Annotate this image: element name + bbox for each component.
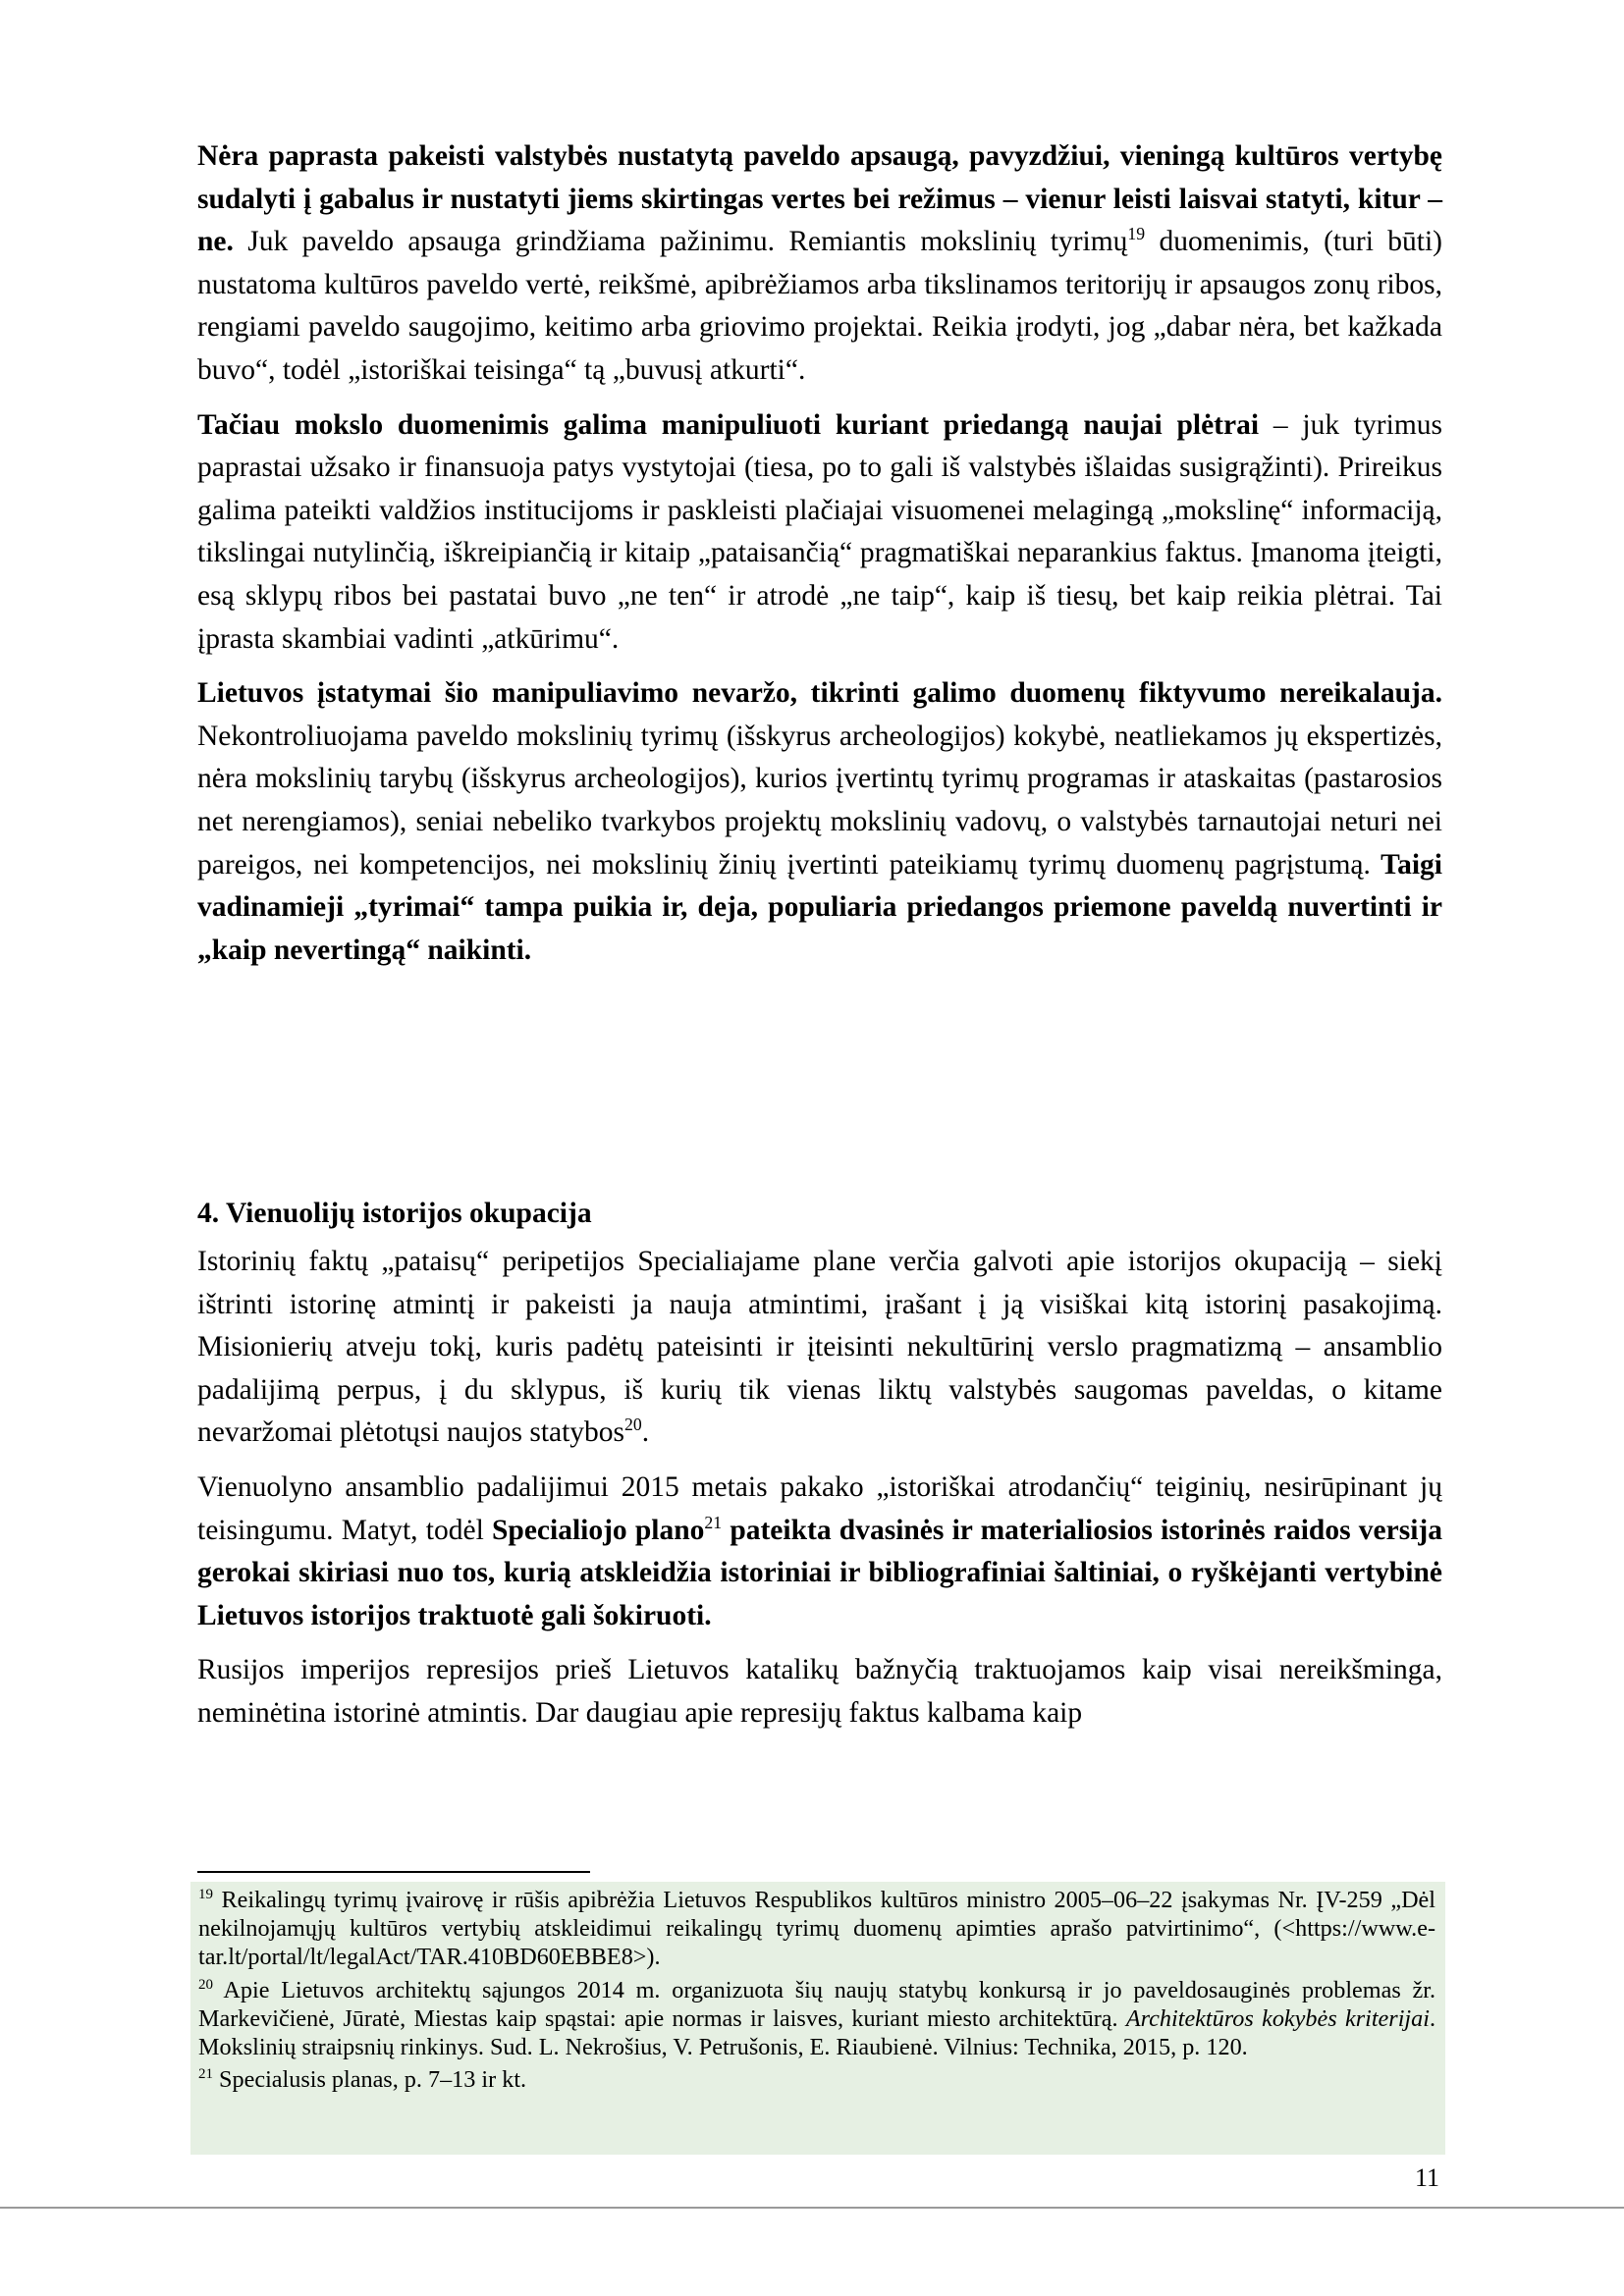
footnote-21 [198, 2065, 1435, 2094]
paragraph-4-end: . [641, 1416, 650, 1449]
paragraph-4-text: Istorinių faktų „pataisų“ peripetijos Specialiajame plane verčia galvoti apie istorijos okupaciją – siekį ištrinti istorinę atmintį ir pakeisti ja nauja atmintimi, įrašant į ją visiškai kitą istorinį pasakojimą. Misionierių atveju tokį, kuris padėtų pateisinti ir įteisinti nekultūrinį verslo pragmatizmą – ansamblio padalijimą perpus, į du sklypus, iš kurių tik vienas liktų valstybės saugomas paveldas, o kitame nevaržomai plėtotųsi naujos statybos [197, 1246, 1442, 1449]
footnote-ref-21[interactable]: 21 [704, 1512, 723, 1532]
paragraph-3-bold-end: Taigi vadinamieji „tyrimai“ tampa puikia ir, deja, populiaria priedangos priemone paveldą nuvertinti ir „kaip nevertingą“ naikinti. [197, 848, 1443, 966]
paragraph-5-bold-end: pateikta dvasinės ir materialiosios istorinės raidos versija gerokai skiriasi nuo tos, kurią atskleidžia istoriniai ir bibliografiniai šaltiniai, o ryškėjanti vertybinė Lietuvos istorijos traktuotė gali šokiruoti. [197, 1514, 1442, 1631]
footnote-20-number: 20 [198, 1976, 213, 1993]
paragraph-6: Rusijos imperijos represijos prieš Lietuvos katalikų bažnyčią traktuojamos kaip visai nereikšminga, neminėtina istorinė atmintis. Dar daugiau apie represijų faktus kalbama kaip [197, 1654, 1442, 1729]
body-section-2 [197, 1241, 1442, 1747]
paragraph-2-bold: Tačiau mokslo duomenimis galima manipuliuoti kuriant priedangą naujai plėtrai [197, 408, 1260, 441]
paragraph-2-text: – juk tyrimus paprastai užsako ir finansuoja patys vystytojai (tiesa, po to gali iš valstybės išlaidas susigrąžinti). Prireikus galima pateikti valdžios institucijoms ir paskleisti plačiajai visuomenei melagingą „mokslinę“ informaciją, tikslingai nutylinčią, iškreipiančią ir kitaip „pataisančią“ pragmatiškai neparankius faktus. Įmanoma įteigti, esą sklypų ribos bei pastatai buvo „ne ten“ ir atrodė „ne taip“, kaip iš tiesų, bet kaip reikia plėtrai. Tai įprasta skambiai vadinti „atkūrimu“. [197, 408, 1442, 655]
paragraph-1-text: Juk paveldo apsauga grindžiama pažinimu. Remiantis mokslinių tyrimų [233, 226, 1128, 258]
page-number: 11 [1414, 2163, 1439, 2192]
body-section-1 [197, 135, 1442, 984]
footnote-19 [198, 1886, 1435, 1972]
paragraph-3 [197, 672, 1442, 972]
footnote-21-number: 21 [198, 2066, 213, 2083]
footnotes-block [190, 1882, 1445, 2155]
paragraph-3-text: Nekontroliuojama paveldo mokslinių tyrimų (išskyrus archeologijos) kokybė, neatliekamos jų ekspertizės, nėra mokslinių tarybų (išskyrus archeologijos), kurios įvertintų tyrimų programas ir ataskaitas (pastarosios net nerengiamos), seniai nebeliko tvarkybos projektų mokslinių vadovų, o valstybės tarnautojai neturi nei pareigos, nei kompetencijos, nei mokslinių žinių įvertinti pateikiamų tyrimų duomenų pagrįstumą. [197, 720, 1442, 881]
footnote-19-number: 19 [198, 1886, 213, 1902]
paragraph-4 [197, 1241, 1442, 1455]
paragraph-1-bold: Nėra paprasta pakeisti valstybės nustatytą paveldo apsaugą, pavyzdžiui, vieningą kultūros vertybę sudalyti į gabalus ir nustatyti jiems skirtingas vertes bei režimus – vienur leisti laisvai statyti, kitur – ne. [197, 140, 1442, 258]
footnote-20-text: Apie Lietuvos architektų sąjungos 2014 m. organizuota šių naujų statybų konkursą ir jo paveldosauginės problemas žr. Markevičienė, Jūratė, Miestas kaip spąstai: apie normas ir laisves, kuriant miesto architektūrą. [198, 1976, 1435, 2032]
paragraph-1 [197, 135, 1442, 393]
footnote-ref-19[interactable]: 19 [1127, 224, 1146, 244]
paragraph-2 [197, 404, 1442, 662]
footnote-19-text: Reikalingų tyrimų įvairovę ir rūšis apibrėžia Lietuvos Respublikos kultūros ministro 2005–06–22 įsakymas Nr. ĮV-259 „Dėl nekilnojamųjų kultūros vertybių atskleidimui reikalingų tyrimų duomenų apimties aprašo patvirtinimo“, (<https://www.e-tar.lt/portal/lt/legalAct/TAR.410BD60EBBE8>). [198, 1887, 1435, 1971]
footnote-20-text-cont: . Mokslinių straipsnių rinkinys. Sud. L. Nekrošius, V. Petrušonis, E. Riaubienė. Vilnius: Technika, 2015, p. 120. [198, 2004, 1435, 2061]
paragraph-5 [197, 1467, 1442, 1637]
section-heading: 4. Vienuolijų istorijos okupacija [197, 1198, 592, 1229]
paragraph-3-bold: Lietuvos įstatymai šio manipuliavimo nevaržo, tikrinti galimo duomenų fiktyvumo nereikalauja. [197, 677, 1442, 710]
footnote-20 [198, 1976, 1435, 2062]
footnote-ref-20[interactable]: 20 [624, 1415, 642, 1435]
paragraph-5-text: Vienuolyno ansamblio padalijimui 2015 metais pakako „istoriškai atrodančių“ teiginių, nesirūpinant jų teisingumu. Matyt, todėl [197, 1470, 1442, 1546]
footnote-20-italic-title: Architektūros kokybės kriterijai [1125, 2004, 1430, 2032]
footnote-separator [197, 1871, 590, 1873]
paragraph-5-bold: Specialiojo plano [492, 1514, 705, 1546]
page-bottom-divider [0, 2207, 1624, 2209]
paragraph-1-text-cont: duomenimis, (turi būti) nustatoma kultūros paveldo vertė, reikšmė, apibrėžiamos arba tikslinamos teritorijų ir apsaugos zonų ribos, rengiami paveldo saugojimo, keitimo arba griovimo projektai. Reikia įrodyti, jog „dabar nėra, bet kažkada buvo“, todėl „istoriškai teisinga“ tą „buvusį atkurti“. [197, 226, 1442, 386]
footnote-21-text: Specialusis planas, p. 7–13 ir kt. [213, 2066, 527, 2094]
